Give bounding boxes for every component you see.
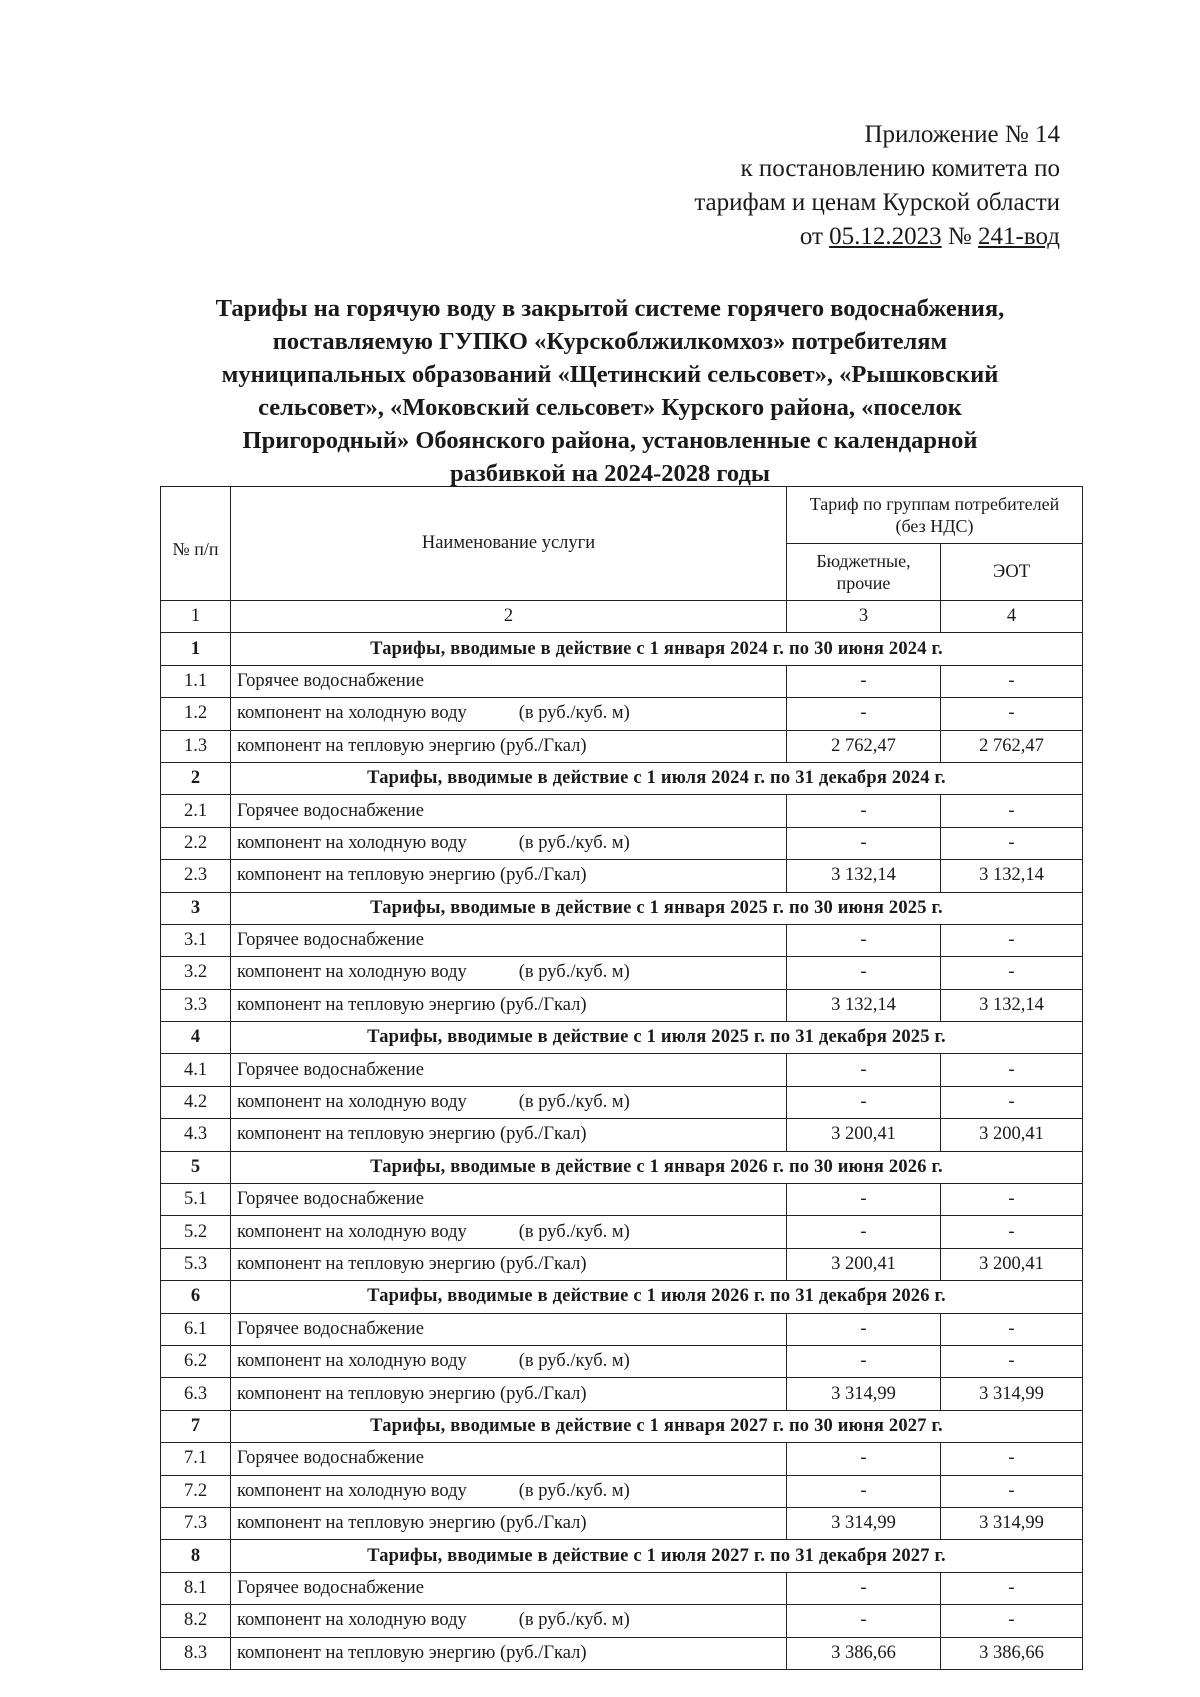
header-service: Наименование услуги [231, 487, 787, 601]
budget-value: 3 314,99 [787, 1378, 941, 1410]
col-number-1: 1 [161, 601, 231, 633]
budget-value: - [787, 1216, 941, 1248]
table-row [161, 1378, 1083, 1410]
eot-value: - [941, 1313, 1083, 1345]
title-line-1: Тарифы на горячую воду в закрытой системе горячего водоснабжения, [215, 295, 1005, 322]
budget-value: - [787, 1184, 941, 1216]
row-number: 7.1 [161, 1443, 231, 1475]
service-unit: (в руб./куб. м) [518, 1092, 630, 1113]
budget-value: - [787, 1475, 941, 1507]
period-title: Тарифы, вводимые в действие с 1 января 2026 г. по 30 июня 2026 г. [231, 1151, 1083, 1183]
period-title: Тарифы, вводимые в действие с 1 июля 2024 г. по 31 декабря 2024 г. [231, 762, 1083, 794]
table-row [161, 1475, 1083, 1507]
service-cell [231, 1216, 787, 1248]
service-cell [231, 1248, 787, 1280]
tariffs-table [160, 486, 1083, 1670]
service-name: Горячее водоснабжение [237, 1318, 424, 1339]
service-unit: (в руб./куб. м) [518, 1221, 630, 1242]
service-cell [231, 860, 787, 892]
eot-value: - [941, 1184, 1083, 1216]
service-name: Горячее водоснабжение [237, 1189, 424, 1210]
budget-value: 3 200,41 [787, 1248, 941, 1280]
table-row [161, 1443, 1083, 1475]
eot-value: - [941, 1086, 1083, 1118]
period-number: 5 [161, 1151, 231, 1183]
eot-value: 3 132,14 [941, 989, 1083, 1021]
table-row [161, 1184, 1083, 1216]
service-name: компонент на тепловую энергию (руб./Гкал) [237, 1254, 587, 1274]
period-number: 7 [161, 1410, 231, 1442]
service-unit: (в руб./куб. м) [518, 832, 630, 853]
eot-value: 3 314,99 [941, 1378, 1083, 1410]
service-name: компонент на холодную воду [237, 832, 467, 853]
appendix-date-prefix: от [799, 223, 823, 250]
title-line-4: сельсовет», «Моковский сельсовет» Курского района, «поселок [258, 394, 962, 421]
document-title [140, 292, 1080, 490]
period-row [161, 892, 1083, 924]
row-number: 6.1 [161, 1313, 231, 1345]
appendix-header [620, 118, 1060, 254]
service-name: компонент на тепловую энергию (руб./Гкал) [237, 994, 587, 1015]
service-name: Горячее водоснабжение [237, 800, 424, 821]
service-name: компонент на холодную воду [237, 1610, 467, 1631]
service-name: компонент на холодную воду [237, 703, 467, 724]
service-name: Горячее водоснабжение [237, 1448, 424, 1469]
period-row [161, 1410, 1083, 1442]
row-number: 1.3 [161, 730, 231, 762]
service-cell [231, 1637, 787, 1669]
service-cell [231, 827, 787, 859]
service-cell [231, 1572, 787, 1604]
service-cell [231, 1184, 787, 1216]
table-row [161, 730, 1083, 762]
table-row [161, 1313, 1083, 1345]
tariffs-body [161, 633, 1083, 1670]
service-name: компонент на холодную воду [237, 1092, 467, 1113]
table-row [161, 1572, 1083, 1604]
table-row [161, 989, 1083, 1021]
period-number: 1 [161, 633, 231, 665]
period-title: Тарифы, вводимые в действие с 1 июля 2026 г. по 31 декабря 2026 г. [231, 1281, 1083, 1313]
service-name: компонент на тепловую энергию (руб./Гкал) [237, 1383, 587, 1404]
title-line-2: поставляемую ГУПКО «Курскоблжилкомхоз» потребителям [272, 328, 948, 355]
eot-value: 2 762,47 [941, 730, 1083, 762]
table-row [161, 860, 1083, 892]
period-row [161, 1281, 1083, 1313]
period-number: 4 [161, 1022, 231, 1054]
row-number: 2.3 [161, 860, 231, 892]
budget-value: - [787, 1605, 941, 1637]
budget-value: - [787, 1054, 941, 1086]
header-eot: ЭОТ [941, 544, 1083, 601]
eot-value: - [941, 795, 1083, 827]
service-unit: (в руб./куб. м) [518, 703, 630, 724]
row-number: 5.3 [161, 1248, 231, 1280]
table-row [161, 1248, 1083, 1280]
row-number: 8.2 [161, 1605, 231, 1637]
period-number: 2 [161, 762, 231, 794]
col-number-4: 4 [941, 601, 1083, 633]
appendix-number: Приложение № 14 [864, 121, 1060, 148]
period-title: Тарифы, вводимые в действие с 1 января 2027 г. по 30 июня 2027 г. [231, 1410, 1083, 1442]
budget-value: 3 314,99 [787, 1507, 941, 1539]
table-row [161, 1119, 1083, 1151]
row-number: 6.3 [161, 1378, 231, 1410]
budget-value: - [787, 665, 941, 697]
eot-value: - [941, 827, 1083, 859]
eot-value: 3 386,66 [941, 1637, 1083, 1669]
row-number: 4.1 [161, 1054, 231, 1086]
service-cell [231, 1054, 787, 1086]
row-number: 3.2 [161, 957, 231, 989]
period-title: Тарифы, вводимые в действие с 1 июля 2025 г. по 31 декабря 2025 г. [231, 1022, 1083, 1054]
service-name: Горячее водоснабжение [237, 1577, 424, 1598]
title-line-5: Пригородный» Обоянского района, установленные с календарной [242, 427, 978, 454]
budget-value: - [787, 827, 941, 859]
budget-value: 2 762,47 [787, 730, 941, 762]
service-cell [231, 1345, 787, 1377]
eot-value: - [941, 1572, 1083, 1604]
table-row [161, 1637, 1083, 1669]
period-title: Тарифы, вводимые в действие с 1 июля 2027 г. по 31 декабря 2027 г. [231, 1540, 1083, 1572]
period-number: 6 [161, 1281, 231, 1313]
row-number: 5.2 [161, 1216, 231, 1248]
service-cell [231, 1605, 787, 1637]
table-row [161, 1605, 1083, 1637]
title-line-6: разбивкой на 2024-2028 годы [450, 460, 770, 487]
row-number: 2.2 [161, 827, 231, 859]
appendix-line3: тарифам и ценам Курской области [694, 189, 1060, 216]
table-row [161, 665, 1083, 697]
service-name: Горячее водоснабжение [237, 930, 424, 951]
table-row [161, 698, 1083, 730]
service-unit: (в руб./куб. м) [518, 1351, 630, 1372]
eot-value: 3 200,41 [941, 1248, 1083, 1280]
eot-value: - [941, 1475, 1083, 1507]
service-name: компонент на холодную воду [237, 1351, 467, 1372]
eot-value: - [941, 1216, 1083, 1248]
period-number: 3 [161, 892, 231, 924]
service-cell [231, 924, 787, 956]
service-cell [231, 989, 787, 1021]
service-cell [231, 795, 787, 827]
eot-value: - [941, 698, 1083, 730]
budget-value: - [787, 1345, 941, 1377]
col-number-3: 3 [787, 601, 941, 633]
eot-value: - [941, 1443, 1083, 1475]
budget-value: - [787, 957, 941, 989]
service-cell [231, 698, 787, 730]
period-row [161, 1540, 1083, 1572]
eot-value: - [941, 1345, 1083, 1377]
eot-value: - [941, 1605, 1083, 1637]
budget-value: 3 200,41 [787, 1119, 941, 1151]
service-name: компонент на тепловую энергию (руб./Гкал) [237, 1513, 587, 1534]
table-row [161, 957, 1083, 989]
row-number: 7.3 [161, 1507, 231, 1539]
row-number: 8.1 [161, 1572, 231, 1604]
table-row [161, 1345, 1083, 1377]
appendix-line2: к постановлению комитета по [740, 155, 1060, 182]
service-name: компонент на тепловую энергию (руб./Гкал) [237, 735, 587, 756]
eot-value: 3 314,99 [941, 1507, 1083, 1539]
row-number: 1.1 [161, 665, 231, 697]
row-number: 4.2 [161, 1086, 231, 1118]
row-number: 1.2 [161, 698, 231, 730]
table-row [161, 1086, 1083, 1118]
budget-value: 3 132,14 [787, 860, 941, 892]
service-name: Горячее водоснабжение [237, 1059, 424, 1080]
eot-value: 3 132,14 [941, 860, 1083, 892]
table-row [161, 1507, 1083, 1539]
period-number: 8 [161, 1540, 231, 1572]
table-row [161, 924, 1083, 956]
service-unit: (в руб./куб. м) [518, 962, 630, 983]
header-tariff-group: Тариф по группам потребителей (без НДС) [787, 487, 1083, 544]
period-row [161, 633, 1083, 665]
table-row [161, 795, 1083, 827]
service-cell [231, 1119, 787, 1151]
row-number: 6.2 [161, 1345, 231, 1377]
row-number: 7.2 [161, 1475, 231, 1507]
table-row [161, 1054, 1083, 1086]
service-cell [231, 957, 787, 989]
budget-value: - [787, 1086, 941, 1118]
budget-value: 3 132,14 [787, 989, 941, 1021]
service-cell [231, 730, 787, 762]
service-unit: (в руб./куб. м) [518, 1480, 630, 1501]
appendix-number-prefix: № [947, 223, 972, 250]
service-cell [231, 1507, 787, 1539]
eot-value: - [941, 1054, 1083, 1086]
row-number: 8.3 [161, 1637, 231, 1669]
budget-value: 3 386,66 [787, 1637, 941, 1669]
eot-value: - [941, 924, 1083, 956]
eot-value: - [941, 665, 1083, 697]
service-cell [231, 1313, 787, 1345]
service-cell [231, 665, 787, 697]
eot-value: - [941, 957, 1083, 989]
period-row [161, 762, 1083, 794]
service-name: Горячее водоснабжение [237, 670, 424, 691]
period-row [161, 1022, 1083, 1054]
eot-value: 3 200,41 [941, 1119, 1083, 1151]
service-cell [231, 1475, 787, 1507]
service-name: компонент на холодную воду [237, 1480, 467, 1501]
col-number-2: 2 [231, 601, 787, 633]
row-number: 2.1 [161, 795, 231, 827]
service-cell [231, 1086, 787, 1118]
header-num: № п/п [161, 487, 231, 601]
period-title: Тарифы, вводимые в действие с 1 января 2025 г. по 30 июня 2025 г. [231, 892, 1083, 924]
budget-value: - [787, 795, 941, 827]
service-name: компонент на тепловую энергию (руб./Гкал) [237, 865, 587, 886]
table-row [161, 827, 1083, 859]
header-budget: Бюджетные, прочие [787, 544, 941, 601]
appendix-date: 05.12.2023 [829, 223, 942, 250]
service-cell [231, 1443, 787, 1475]
appendix-doc-number: 241-вод [978, 223, 1060, 250]
service-name: компонент на тепловую энергию (руб./Гкал) [237, 1642, 587, 1663]
title-line-3: муниципальных образований «Щетинский сельсовет», «Рышковский [221, 361, 999, 388]
service-cell [231, 1378, 787, 1410]
row-number: 4.3 [161, 1119, 231, 1151]
row-number: 3.1 [161, 924, 231, 956]
service-name: компонент на холодную воду [237, 962, 467, 983]
budget-value: - [787, 698, 941, 730]
service-name: компонент на тепловую энергию (руб./Гкал) [237, 1124, 587, 1145]
appendix-date-line [620, 220, 1060, 254]
period-row [161, 1151, 1083, 1183]
period-title: Тарифы, вводимые в действие с 1 января 2024 г. по 30 июня 2024 г. [231, 633, 1083, 665]
budget-value: - [787, 1572, 941, 1604]
budget-value: - [787, 1313, 941, 1345]
service-name: компонент на холодную воду [237, 1221, 467, 1242]
table-row [161, 1216, 1083, 1248]
row-number: 5.1 [161, 1184, 231, 1216]
service-unit: (в руб./куб. м) [518, 1610, 630, 1631]
budget-value: - [787, 924, 941, 956]
budget-value: - [787, 1443, 941, 1475]
row-number: 3.3 [161, 989, 231, 1021]
